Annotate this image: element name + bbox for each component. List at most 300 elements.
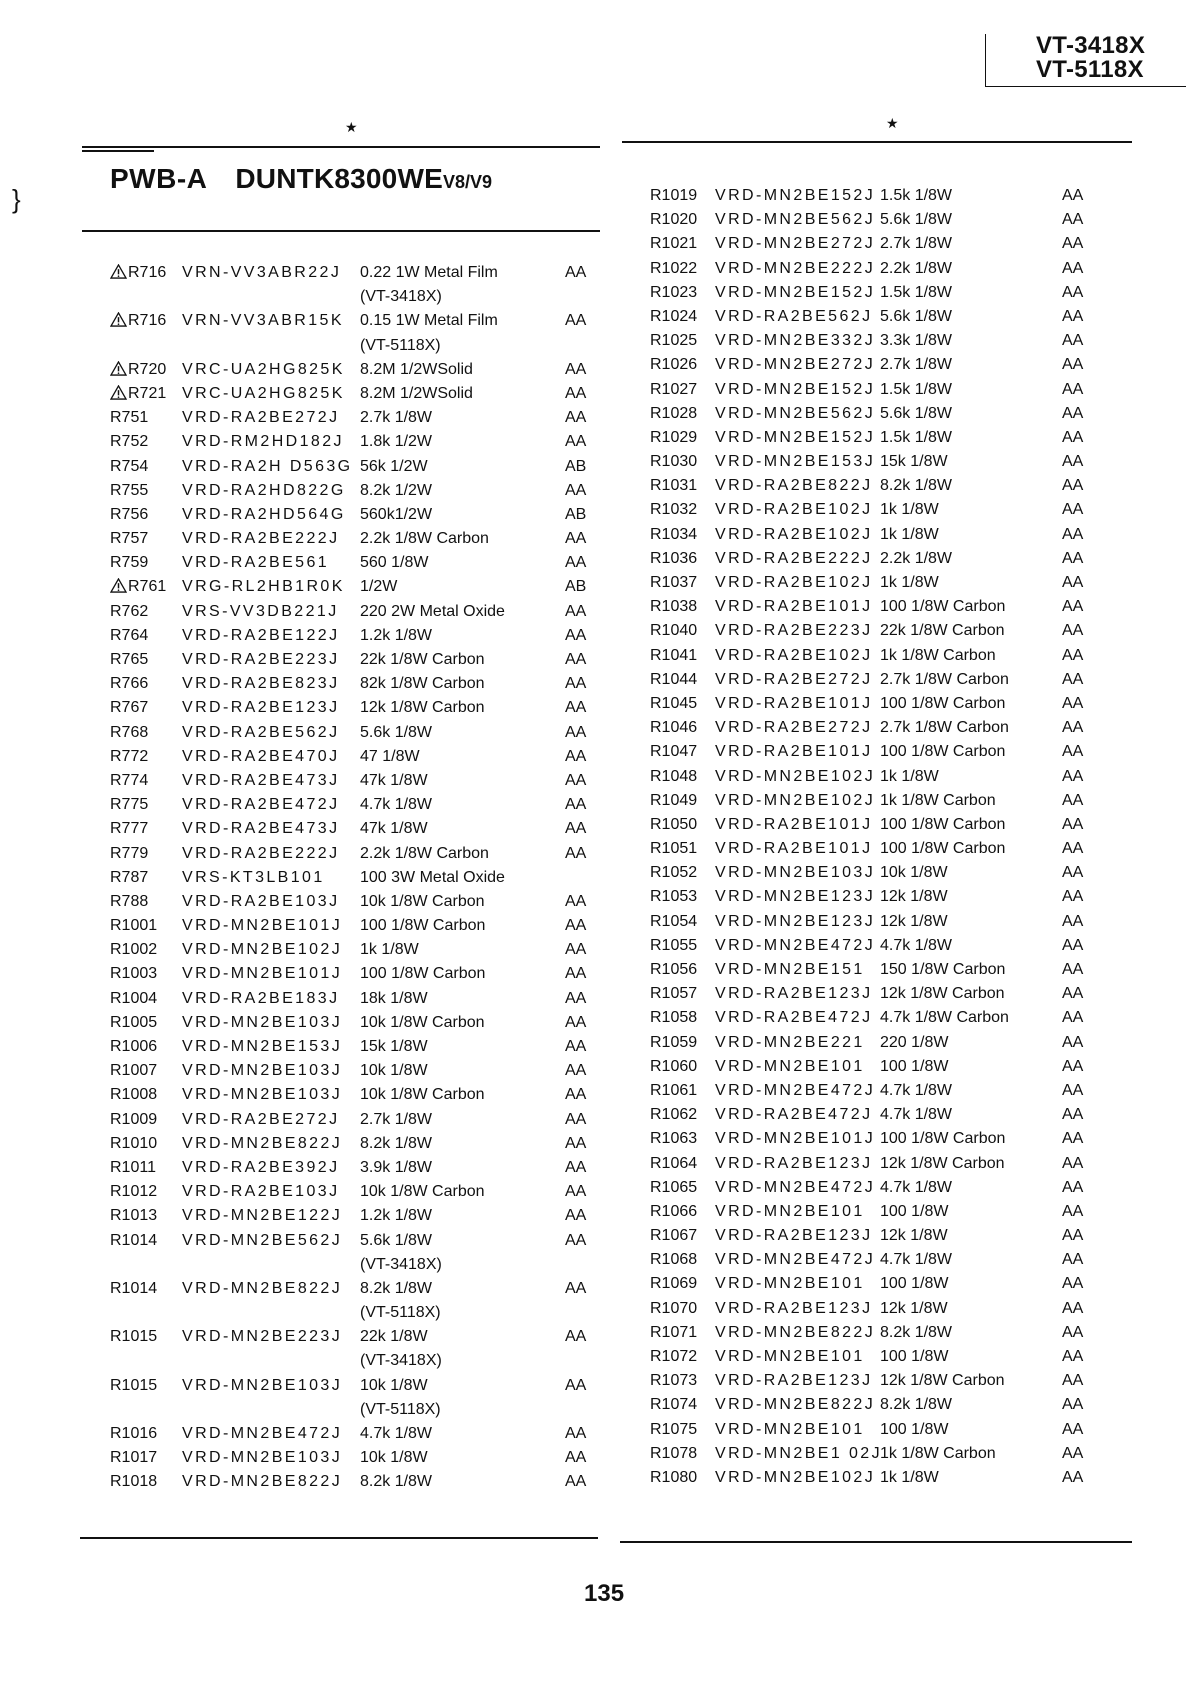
ref-designator: R1065 xyxy=(650,1178,698,1196)
part-number: VRD-MN2BE102J xyxy=(715,767,876,785)
ref-designator: R787 xyxy=(110,868,149,886)
model-number-box xyxy=(985,34,1186,87)
ref-designator: R1022 xyxy=(650,259,698,277)
part-description: 100 1/8W Carbon xyxy=(880,743,1006,761)
ref-designator: R761 xyxy=(128,578,167,596)
part-number: VRD-RA2BE102J xyxy=(715,646,873,664)
ref-designator: R1049 xyxy=(650,791,698,809)
part-description: 2.7k 1/8W Carbon xyxy=(880,719,1009,737)
part-description: 4.7k 1/8W xyxy=(880,936,953,954)
section-title xyxy=(110,162,492,199)
part-number: VRD-MN2BE332J xyxy=(715,332,876,350)
ref-designator-cell xyxy=(110,263,172,283)
part-description: 12k 1/8W xyxy=(880,1299,948,1317)
parts-list-row xyxy=(650,1274,1120,1298)
ref-designator: R1024 xyxy=(650,307,698,325)
part-number: VRS-KT3LB101 xyxy=(182,868,325,886)
price-rank: AA xyxy=(1062,1251,1084,1269)
part-description: 2.2k 1/8W Carbon xyxy=(360,530,489,548)
parts-list-row xyxy=(650,1178,1120,1202)
part-number: VRD-MN2BE472J xyxy=(715,1081,876,1099)
part-number: VRD-MN2BE472J xyxy=(182,1425,343,1442)
price-rank: AA xyxy=(565,481,587,499)
parts-list-row xyxy=(650,984,1120,1008)
ref-designator-cell xyxy=(650,815,712,835)
parts-list-row xyxy=(110,868,600,892)
part-number: VRD-MN2BE152J xyxy=(715,380,876,398)
ref-designator: R757 xyxy=(110,530,149,548)
divider-left-bottom xyxy=(80,1537,598,1539)
part-description: 5.6k 1/8W xyxy=(880,404,953,422)
ref-designator-cell xyxy=(110,529,172,549)
price-rank: AA xyxy=(565,1473,587,1491)
part-number: VRD-RA2BE102J xyxy=(715,501,873,519)
part-number: VRD-MN2BE102J xyxy=(715,791,876,809)
part-number: VRD-RA2BE123J xyxy=(715,1372,873,1390)
model-applicability-note: (VT-3418X) xyxy=(360,1255,442,1273)
parts-list-row xyxy=(110,916,600,940)
price-rank: AA xyxy=(565,844,587,862)
part-description: 2.7k 1/8W xyxy=(880,356,953,374)
parts-list-row xyxy=(650,380,1120,404)
price-rank: AA xyxy=(565,892,587,910)
ref-designator: R1018 xyxy=(110,1473,158,1491)
parts-list-row xyxy=(650,1057,1120,1081)
section-title-code: DUNTK8300WE xyxy=(235,163,443,194)
part-number: VRD-MN2BE562J xyxy=(715,211,876,229)
price-rank: AA xyxy=(1062,767,1084,785)
price-rank: AA xyxy=(565,941,587,959)
part-description: 100 1/8W xyxy=(880,1420,949,1438)
part-description: 1k 1/8W xyxy=(880,767,939,785)
price-rank: AA xyxy=(565,1207,587,1225)
price-rank: AA xyxy=(1062,912,1084,930)
part-description: 15k 1/8W xyxy=(880,453,948,471)
ref-designator-cell xyxy=(650,549,712,569)
part-description: 4.7k 1/8W xyxy=(360,1425,433,1442)
part-number: VRD-MN2BE223J xyxy=(182,1328,343,1346)
part-description: 1.5k 1/8W xyxy=(880,187,953,204)
parts-list-row xyxy=(110,940,600,964)
ref-designator-cell xyxy=(650,597,712,617)
ref-designator-cell xyxy=(650,259,712,279)
part-number: VRD-RA2BE123J xyxy=(715,1227,873,1245)
parts-list-row xyxy=(110,723,600,747)
price-rank: AA xyxy=(1062,719,1084,737)
price-rank: AA xyxy=(565,1279,587,1297)
part-description: 1k 1/8W xyxy=(360,941,419,959)
part-number: VRD-RA2BE102J xyxy=(715,574,873,591)
price-rank: AA xyxy=(1062,283,1084,301)
part-number: VRD-MN2BE123J xyxy=(715,912,876,930)
part-number: VRD-MN2BE221 xyxy=(715,1033,865,1051)
part-description: 1k 1/8W Carbon xyxy=(880,791,996,809)
parts-list-row xyxy=(650,186,1120,210)
ref-designator: R765 xyxy=(110,651,149,668)
part-number: VRD-MN2BE222J xyxy=(715,259,876,277)
part-number: VRD-RA2BE472J xyxy=(182,796,340,814)
price-rank: AA xyxy=(1062,525,1084,543)
parts-list-row xyxy=(650,1371,1120,1395)
part-description: 22k 1/8W Carbon xyxy=(360,651,485,668)
ref-designator-cell xyxy=(650,1129,712,1149)
ref-designator-cell xyxy=(110,481,172,501)
price-rank: AA xyxy=(1062,380,1084,398)
part-description: 10k 1/8W xyxy=(880,864,948,882)
part-description: 10k 1/8W Carbon xyxy=(360,1183,485,1201)
ref-designator-cell xyxy=(110,505,172,525)
part-number: VRD-MN2BE101 xyxy=(715,1202,865,1220)
price-rank: AA xyxy=(565,602,587,620)
ref-designator: R1038 xyxy=(650,598,698,616)
part-description: 100 1/8W Carbon xyxy=(880,1130,1006,1148)
part-description: 5.6k 1/8W xyxy=(360,723,433,741)
price-rank: AA xyxy=(1062,1154,1084,1172)
part-description: 5.6k 1/8W xyxy=(880,211,953,229)
part-description: 18k 1/8W xyxy=(360,989,428,1007)
parts-list-row xyxy=(650,1202,1120,1226)
parts-list-row xyxy=(650,1226,1120,1250)
parts-list-row xyxy=(650,307,1120,331)
part-description: 100 1/8W xyxy=(880,1057,949,1075)
part-description: 1.5k 1/8W xyxy=(880,428,953,446)
price-rank: AA xyxy=(565,820,587,838)
parts-list-row xyxy=(650,1008,1120,1032)
part-number: VRD-RA2BE392J xyxy=(182,1158,340,1176)
part-number: VRD-RA2BE473J xyxy=(182,771,340,789)
part-number: VRD-MN2BE822J xyxy=(182,1473,343,1491)
part-description: 100 1/8W Carbon xyxy=(880,694,1006,712)
ref-designator-cell xyxy=(110,626,172,646)
ref-designator-cell xyxy=(110,819,172,839)
divider-right-top xyxy=(622,141,1132,143)
part-description: 8.2k 1/8W xyxy=(360,1279,433,1297)
price-rank: AA xyxy=(565,1062,587,1080)
part-number: VRD-RA2BE101J xyxy=(715,743,873,761)
part-number: VRD-RA2BE122J xyxy=(182,626,340,644)
ref-designator: R1014 xyxy=(110,1279,158,1297)
price-rank: AA xyxy=(1062,1396,1084,1414)
ref-designator: R1023 xyxy=(650,283,698,301)
ref-designator-cell xyxy=(650,234,712,254)
part-number: VRD-RA2BE103J xyxy=(182,1183,340,1201)
ref-designator: R1031 xyxy=(650,477,698,495)
parts-list-row xyxy=(650,597,1120,621)
parts-list-row xyxy=(650,646,1120,670)
part-description: 2.7k 1/8W xyxy=(360,1110,433,1128)
part-description: 4.7k 1/8W xyxy=(880,1178,953,1196)
part-number: VRD-RA2HD822G xyxy=(182,481,346,499)
parts-list-row xyxy=(110,1037,600,1061)
price-rank: AA xyxy=(565,1013,587,1031)
part-number: VRD-RA2BE562J xyxy=(182,723,340,741)
parts-list-row xyxy=(110,457,600,481)
part-description: 8.2M 1/2WSolid xyxy=(360,360,473,378)
parts-list-row xyxy=(650,283,1120,307)
ref-designator: R1036 xyxy=(650,549,698,567)
ref-designator-cell xyxy=(650,767,712,787)
part-number: VRD-RM2HD182J xyxy=(182,433,344,451)
part-description: 1/2W xyxy=(360,578,398,596)
part-description: 22k 1/8W xyxy=(360,1328,428,1346)
ref-designator-cell xyxy=(110,1448,172,1468)
part-description: 1.2k 1/8W xyxy=(360,1207,433,1225)
ref-designator: R766 xyxy=(110,675,149,693)
part-description: 5.6k 1/8W xyxy=(880,307,953,325)
ref-designator-cell xyxy=(650,960,712,980)
price-rank: AA xyxy=(1062,356,1084,374)
part-number: VRD-MN2BE822J xyxy=(715,1396,876,1414)
parts-list-row xyxy=(110,892,600,916)
part-description: 560 1/8W xyxy=(360,554,429,572)
ref-designator: R1064 xyxy=(650,1154,698,1172)
ref-designator-cell xyxy=(650,1178,712,1198)
page-number: 135 xyxy=(584,1580,625,1607)
price-rank: AA xyxy=(565,1449,587,1467)
part-number: VRD-RA2BE183J xyxy=(182,989,340,1007)
ref-designator-cell xyxy=(650,694,712,714)
model-number-primary: VT-3418X xyxy=(1036,32,1146,59)
part-description: 100 1/8W Carbon xyxy=(880,815,1006,833)
ref-designator: R764 xyxy=(110,626,149,644)
ref-designator-cell xyxy=(110,892,172,912)
ref-designator-cell xyxy=(110,1206,172,1226)
part-description: 1.5k 1/8W xyxy=(880,283,953,301)
parts-list-row xyxy=(110,1279,600,1303)
price-rank: AA xyxy=(1062,694,1084,712)
parts-list-row xyxy=(650,936,1120,960)
part-description: 1k 1/8W xyxy=(880,1468,939,1486)
part-number: VRD-MN2BE152J xyxy=(715,187,876,204)
ref-designator: R756 xyxy=(110,505,149,523)
ref-designator-cell xyxy=(650,1371,712,1391)
part-number: VRG-RL2HB1R0K xyxy=(182,578,345,596)
ref-designator: R1007 xyxy=(110,1062,158,1080)
part-description: 3.9k 1/8W xyxy=(360,1158,433,1176)
part-number: VRD-MN2BE472J xyxy=(715,936,876,954)
part-number: VRD-RA2BE102J xyxy=(715,525,873,543)
price-rank: AA xyxy=(1062,1106,1084,1124)
parts-list-row xyxy=(110,263,600,287)
part-description: 2.2k 1/8W xyxy=(880,259,953,277)
ref-designator: R777 xyxy=(110,820,149,838)
ref-designator-cell xyxy=(110,1279,172,1299)
part-number: VRD-RA2BE101J xyxy=(715,598,873,616)
ref-designator: R1012 xyxy=(110,1183,158,1201)
ref-designator-cell xyxy=(650,331,712,351)
ref-designator-cell xyxy=(650,718,712,738)
ref-designator: R1005 xyxy=(110,1013,158,1031)
ref-designator-cell xyxy=(650,1395,712,1415)
price-rank: AA xyxy=(1062,187,1084,204)
ref-designator-cell xyxy=(650,404,712,424)
part-description: 10k 1/8W Carbon xyxy=(360,892,485,910)
parts-list-row xyxy=(110,602,600,626)
ref-designator-cell xyxy=(650,984,712,1004)
ref-designator: R1060 xyxy=(650,1057,698,1075)
price-rank: AA xyxy=(1062,743,1084,761)
part-number: VRD-MN2BE562J xyxy=(182,1231,343,1249)
part-description: 22k 1/8W Carbon xyxy=(880,622,1005,640)
price-rank: AA xyxy=(1062,235,1084,253)
part-description: 8.2k 1/8W xyxy=(880,477,953,495)
parts-list-row xyxy=(650,1129,1120,1153)
ref-designator-cell xyxy=(110,940,172,960)
parts-list-row xyxy=(110,553,600,577)
parts-list-row xyxy=(110,989,600,1013)
part-number: VRD-MN2BE152J xyxy=(715,428,876,446)
ref-designator: R1015 xyxy=(110,1376,158,1394)
ref-designator-cell xyxy=(650,670,712,690)
parts-list-row xyxy=(110,432,600,456)
section-title-pwb: PWB-A xyxy=(110,163,208,194)
ref-designator: R772 xyxy=(110,747,149,765)
part-description: 220 1/8W xyxy=(880,1033,949,1051)
price-rank: AA xyxy=(565,699,587,717)
part-number: VRD-MN2BE272J xyxy=(715,356,876,374)
parts-list-row xyxy=(110,1182,600,1206)
ref-designator: R768 xyxy=(110,723,149,741)
ref-designator-cell xyxy=(650,1468,712,1488)
part-number: VRD-MN2BE101J xyxy=(182,965,343,983)
price-rank: AA xyxy=(1062,1444,1084,1462)
ref-designator: R1062 xyxy=(650,1106,698,1124)
safety-warning-icon xyxy=(110,385,127,400)
part-number: VRD-MN2BE122J xyxy=(182,1207,343,1225)
part-number: VRD-RA2BE101J xyxy=(715,694,873,712)
part-number: VRD-RA2BE472J xyxy=(715,1009,873,1027)
ref-designator: R779 xyxy=(110,844,149,862)
part-description: 100 1/8W Carbon xyxy=(360,965,486,983)
parts-list-row xyxy=(650,863,1120,887)
part-number: VRD-RA2BE562J xyxy=(715,307,873,325)
divider-right-bottom xyxy=(620,1541,1132,1543)
price-rank: AA xyxy=(565,651,587,668)
part-number: VRN-VV3ABR15K xyxy=(182,312,344,330)
ref-designator: R1071 xyxy=(650,1323,698,1341)
divider-left-top-short xyxy=(82,150,154,152)
ref-designator-cell xyxy=(110,408,172,428)
parts-list-note-row xyxy=(110,1303,600,1327)
part-number: VRD-MN2BE123J xyxy=(715,888,876,906)
price-rank: AA xyxy=(1062,1420,1084,1438)
ref-designator-cell xyxy=(650,1250,712,1270)
part-description: 8.2k 1/2W xyxy=(360,481,433,499)
part-number: VRD-RA2BE223J xyxy=(182,651,340,668)
ref-designator: R1055 xyxy=(650,936,698,954)
safety-warning-icon xyxy=(110,361,127,376)
price-rank: AA xyxy=(565,554,587,572)
ref-designator-cell xyxy=(110,360,172,380)
part-number: VRD-MN2BE102J xyxy=(182,941,343,959)
price-rank: AA xyxy=(565,530,587,548)
parts-list-row xyxy=(650,621,1120,645)
part-number: VRD-MN2BE103J xyxy=(182,1013,343,1031)
parts-list-row xyxy=(110,481,600,505)
price-rank: AA xyxy=(565,626,587,644)
ref-designator: R1078 xyxy=(650,1444,698,1462)
parts-list-row xyxy=(650,573,1120,597)
parts-list-note-row xyxy=(110,1255,600,1279)
price-rank: AA xyxy=(1062,1323,1084,1341)
part-description: 3.3k 1/8W xyxy=(880,332,953,350)
ref-designator-cell xyxy=(650,1202,712,1222)
price-rank: AA xyxy=(1062,1130,1084,1148)
part-number: VRC-UA2HG825K xyxy=(182,360,345,378)
ref-designator: R1009 xyxy=(110,1110,158,1128)
parts-list-row xyxy=(650,1420,1120,1444)
parts-list-right xyxy=(650,186,1120,1492)
part-description: 1k 1/8W Carbon xyxy=(880,1444,996,1462)
ref-designator-cell xyxy=(650,1444,712,1464)
parts-list-row xyxy=(650,1250,1120,1274)
price-rank: AA xyxy=(565,796,587,814)
ref-designator-cell xyxy=(650,1274,712,1294)
ref-designator: R1028 xyxy=(650,404,698,422)
part-number: VRD-MN2BE101J xyxy=(182,917,343,935)
part-number: VRD-MN2BE822J xyxy=(715,1323,876,1341)
parts-list-row xyxy=(110,1085,600,1109)
ref-designator-cell xyxy=(110,1376,172,1396)
ref-designator: R752 xyxy=(110,433,149,451)
part-number: VRD-MN2BE102J xyxy=(715,1468,876,1486)
part-number: VRD-MN2BE101 xyxy=(715,1275,865,1293)
part-description: 2.7k 1/8W xyxy=(880,235,953,253)
price-rank: AA xyxy=(565,1425,587,1442)
part-description: 220 2W Metal Oxide xyxy=(360,602,505,620)
ref-designator-cell xyxy=(650,1347,712,1367)
price-rank: AA xyxy=(1062,259,1084,277)
part-description: 56k 1/2W xyxy=(360,457,428,475)
margin-brace-mark: } xyxy=(12,184,21,214)
part-description: 4.7k 1/8W xyxy=(360,796,433,814)
ref-designator: R716 xyxy=(128,312,167,330)
part-number: VRS-VV3DB221J xyxy=(182,602,339,620)
price-rank: AA xyxy=(1062,815,1084,833)
ref-designator: R1015 xyxy=(110,1328,158,1346)
parts-list-row xyxy=(650,912,1120,936)
part-number: VRD-MN2BE151 xyxy=(715,961,865,978)
ref-designator-cell xyxy=(110,577,172,597)
ref-designator: R1059 xyxy=(650,1033,698,1051)
part-description: 12k 1/8W Carbon xyxy=(360,699,485,717)
model-applicability-note: (VT-5118X) xyxy=(360,1400,441,1418)
price-rank: AA xyxy=(565,1158,587,1176)
ref-designator-cell xyxy=(110,1013,172,1033)
ref-designator-cell xyxy=(650,1323,712,1343)
ref-designator: R1041 xyxy=(650,646,698,664)
part-number: VRD-RA2BE123J xyxy=(715,985,873,1003)
ref-designator: R1021 xyxy=(650,235,698,253)
ref-designator: R1006 xyxy=(110,1038,158,1055)
part-number: VRD-RA2BE103J xyxy=(182,892,340,910)
part-description: 4.7k 1/8W xyxy=(880,1251,953,1269)
parts-list-row xyxy=(110,964,600,988)
ref-designator-cell xyxy=(650,210,712,230)
ref-designator: R1073 xyxy=(650,1372,698,1390)
part-description: 4.7k 1/8W Carbon xyxy=(880,1009,1009,1027)
part-description: 100 1/8W Carbon xyxy=(880,598,1006,616)
price-rank: AA xyxy=(1062,211,1084,229)
model-applicability-note: (VT-3418X) xyxy=(360,1352,442,1370)
parts-list-row xyxy=(650,791,1120,815)
part-description: 10k 1/8W Carbon xyxy=(360,1013,485,1031)
ref-designator: R767 xyxy=(110,699,149,717)
ref-designator: R1013 xyxy=(110,1207,158,1225)
price-rank: AA xyxy=(565,1134,587,1152)
ref-designator-cell xyxy=(650,1008,712,1028)
parts-list-row xyxy=(650,428,1120,452)
